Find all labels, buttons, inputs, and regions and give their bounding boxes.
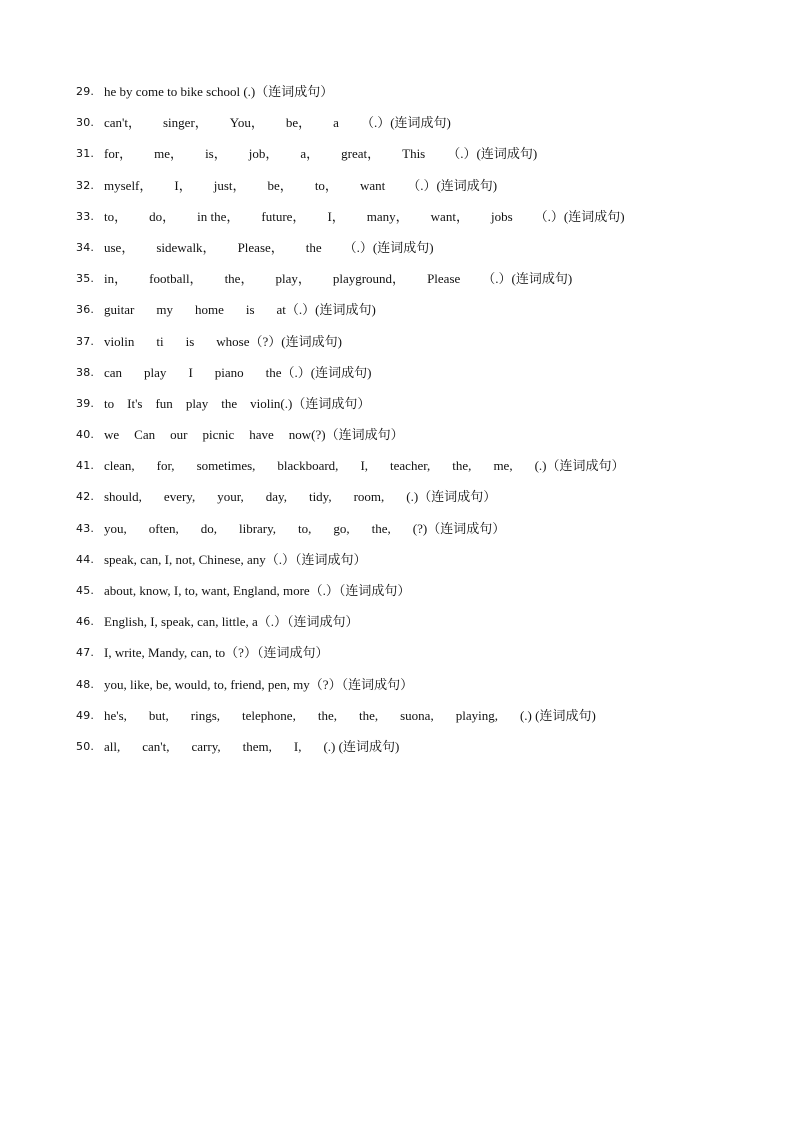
word-token: whose（?）(连词成句) bbox=[216, 333, 342, 349]
word-token: the（.）(连词成句) bbox=[265, 364, 372, 380]
word-token: for, bbox=[156, 458, 175, 474]
word-token: I bbox=[188, 364, 193, 380]
word-token: our bbox=[170, 427, 188, 443]
scrambled-words bbox=[104, 456, 625, 476]
word-token: now(?)（连词成句） bbox=[288, 427, 404, 443]
word-token: job， bbox=[248, 146, 279, 162]
word-token: It's bbox=[127, 395, 143, 411]
word-token: for， bbox=[104, 146, 133, 162]
word-token: speak, can, I, not, Chinese, any（.）（连词成句） bbox=[104, 551, 367, 567]
word-token: (.)（连词成句） bbox=[406, 489, 497, 505]
word-token: the, bbox=[371, 520, 391, 536]
word-token: me, bbox=[493, 458, 513, 474]
word-token: clean, bbox=[104, 458, 135, 474]
word-token: use， bbox=[104, 239, 135, 255]
question-item bbox=[76, 144, 776, 175]
word-token: myself， bbox=[104, 177, 153, 193]
question-item bbox=[76, 176, 776, 207]
question-number: 35. bbox=[76, 272, 95, 286]
word-token: every, bbox=[163, 489, 196, 505]
scrambled-words bbox=[104, 643, 328, 663]
word-token: guitar bbox=[104, 302, 135, 318]
word-token: （.）(连词成句) bbox=[534, 208, 625, 224]
question-item bbox=[76, 487, 776, 518]
question-number: 49. bbox=[76, 708, 95, 722]
scrambled-words bbox=[104, 706, 596, 726]
word-token: You， bbox=[229, 115, 264, 131]
word-token: is bbox=[245, 302, 255, 318]
question-number: 48. bbox=[76, 677, 95, 691]
word-token: room, bbox=[353, 489, 385, 505]
question-item bbox=[76, 425, 776, 456]
word-token: great， bbox=[341, 146, 381, 162]
question-item bbox=[76, 706, 776, 737]
word-token: to bbox=[104, 395, 115, 411]
word-token: he by come to bike school (.)（连词成句） bbox=[104, 84, 334, 99]
word-token: (?)（连词成句） bbox=[412, 520, 506, 536]
word-token: them, bbox=[242, 738, 272, 754]
word-token: （.）(连词成句) bbox=[343, 239, 434, 255]
question-item bbox=[76, 363, 776, 394]
scrambled-words bbox=[104, 332, 342, 352]
question-item bbox=[76, 113, 776, 144]
question-number: 30. bbox=[76, 116, 95, 130]
word-token: rings, bbox=[190, 707, 221, 723]
word-token: in the， bbox=[197, 208, 240, 224]
word-token: want， bbox=[430, 208, 469, 224]
scrambled-words bbox=[104, 612, 359, 632]
word-token: your, bbox=[217, 489, 244, 505]
scrambled-words bbox=[104, 363, 371, 383]
question-item bbox=[76, 269, 776, 300]
word-token: jobs bbox=[490, 208, 513, 224]
word-token: about, know, I, to, want, England, more（.）（连词成句） bbox=[104, 583, 411, 598]
question-item bbox=[76, 612, 776, 643]
word-token: is， bbox=[205, 146, 227, 162]
word-token: the, bbox=[317, 707, 337, 723]
question-number: 47. bbox=[76, 646, 95, 660]
word-token: he's, bbox=[104, 707, 127, 723]
word-token: Can bbox=[134, 427, 156, 443]
question-item bbox=[76, 332, 776, 363]
word-token: a， bbox=[300, 146, 320, 162]
word-token: home bbox=[194, 302, 224, 318]
scrambled-words bbox=[104, 269, 572, 289]
word-token: I, write, Mandy, can, to（?）（连词成句） bbox=[104, 645, 329, 661]
question-number: 34. bbox=[76, 240, 95, 254]
scrambled-words bbox=[104, 519, 505, 539]
scrambled-words bbox=[104, 550, 366, 570]
question-number: 45. bbox=[76, 584, 95, 597]
word-token: the bbox=[305, 239, 322, 255]
word-token: （.）(连词成句) bbox=[447, 146, 538, 162]
word-token: sidewalk， bbox=[156, 239, 216, 255]
scrambled-words bbox=[104, 176, 497, 196]
scrambled-words bbox=[104, 737, 399, 757]
word-token: singer， bbox=[163, 115, 208, 131]
question-number: 41. bbox=[76, 459, 95, 473]
word-token: my bbox=[156, 302, 173, 318]
word-token: is bbox=[185, 333, 195, 349]
word-token: can't, bbox=[142, 738, 170, 754]
word-token: future， bbox=[261, 208, 306, 224]
word-token: to， bbox=[314, 177, 338, 193]
scrambled-words bbox=[104, 82, 333, 102]
question-number: 37. bbox=[76, 334, 95, 348]
word-token: piano bbox=[214, 364, 244, 380]
question-number: 43. bbox=[76, 521, 95, 535]
word-token: Please bbox=[427, 271, 461, 287]
question-number: 38. bbox=[76, 365, 95, 379]
word-token: (.) (连词成句) bbox=[323, 738, 400, 754]
word-token: be， bbox=[267, 177, 293, 193]
word-token: （.）(连词成句) bbox=[407, 177, 498, 193]
word-token: I， bbox=[174, 177, 192, 193]
word-token: be， bbox=[285, 115, 312, 131]
scrambled-words bbox=[104, 207, 625, 227]
word-token: violin bbox=[104, 333, 135, 349]
word-token: I, bbox=[293, 738, 302, 754]
word-token: you, like, be, would, to, friend, pen, my（?）（连词成句） bbox=[104, 676, 414, 692]
word-token: can't， bbox=[104, 115, 141, 131]
question-number: 44. bbox=[76, 552, 95, 566]
question-item bbox=[76, 581, 776, 612]
scrambled-words bbox=[104, 425, 404, 445]
word-token: (.) (连词成句) bbox=[519, 707, 596, 723]
question-item bbox=[76, 207, 776, 238]
word-token: fun bbox=[155, 395, 173, 411]
word-token: ti bbox=[156, 333, 164, 349]
question-number: 40. bbox=[76, 428, 95, 442]
word-token: do, bbox=[200, 520, 217, 536]
question-item bbox=[76, 300, 776, 331]
question-item bbox=[76, 394, 776, 425]
word-token: tidy, bbox=[308, 489, 332, 505]
word-token: do， bbox=[149, 208, 176, 224]
question-item bbox=[76, 238, 776, 269]
word-token: the bbox=[221, 395, 238, 411]
word-token: the， bbox=[224, 271, 254, 287]
scrambled-words bbox=[104, 394, 370, 414]
question-number: 31. bbox=[76, 147, 95, 161]
question-number: 36. bbox=[76, 303, 95, 317]
scrambled-words bbox=[104, 144, 537, 164]
word-token: should, bbox=[104, 489, 142, 505]
word-token: go, bbox=[333, 520, 350, 536]
word-token: can bbox=[104, 364, 123, 380]
word-token: playing, bbox=[455, 707, 498, 723]
word-token: suona, bbox=[400, 707, 434, 723]
word-token: (.)（连词成句） bbox=[534, 458, 625, 474]
scrambled-words bbox=[104, 300, 376, 320]
question-number: 50. bbox=[76, 739, 95, 753]
word-token: sometimes, bbox=[196, 458, 256, 474]
word-token: picnic bbox=[202, 427, 235, 443]
question-item bbox=[76, 550, 776, 581]
word-token: you, bbox=[104, 520, 127, 536]
word-token: me， bbox=[154, 146, 184, 162]
scrambled-words bbox=[104, 675, 413, 695]
word-token: playground， bbox=[332, 271, 406, 287]
scrambled-words bbox=[104, 487, 496, 507]
word-token: have bbox=[249, 427, 274, 443]
question-number: 33. bbox=[76, 209, 95, 223]
word-token: play bbox=[144, 364, 167, 380]
word-token: telephone, bbox=[242, 707, 296, 723]
word-token: （.）(连词成句) bbox=[360, 115, 451, 131]
question-item bbox=[76, 456, 776, 487]
question-number: 42. bbox=[76, 490, 95, 504]
question-number: 39. bbox=[76, 396, 95, 410]
scrambled-words bbox=[104, 238, 434, 258]
word-token: we bbox=[104, 427, 120, 443]
word-token: at（.）(连词成句) bbox=[276, 302, 376, 318]
word-token: in， bbox=[104, 271, 128, 287]
scrambled-words bbox=[104, 581, 410, 601]
word-token: day, bbox=[265, 489, 287, 505]
word-token: I, bbox=[360, 458, 369, 474]
word-token: library, bbox=[238, 520, 277, 536]
question-item bbox=[76, 737, 776, 768]
word-token: （.）(连词成句) bbox=[482, 271, 573, 287]
word-token: the, bbox=[358, 707, 379, 723]
word-token: play， bbox=[275, 271, 311, 287]
word-token: but, bbox=[148, 707, 169, 723]
word-token: This bbox=[402, 146, 426, 162]
word-token: a bbox=[333, 115, 339, 131]
question-list bbox=[76, 82, 776, 768]
word-token: just， bbox=[213, 177, 246, 193]
word-token: to， bbox=[104, 208, 128, 224]
word-token: many， bbox=[366, 208, 409, 224]
word-token: violin(.)（连词成句） bbox=[250, 395, 371, 411]
word-token: I， bbox=[327, 208, 345, 224]
word-token: often, bbox=[148, 520, 179, 536]
question-number: 29. bbox=[76, 85, 95, 98]
word-token: want bbox=[359, 177, 386, 193]
word-token: football， bbox=[149, 271, 203, 287]
question-item bbox=[76, 82, 776, 113]
word-token: the, bbox=[452, 458, 472, 474]
word-token: blackboard, bbox=[277, 458, 339, 474]
word-token: English, I, speak, can, little, a（.）（连词成句） bbox=[104, 614, 359, 630]
question-item bbox=[76, 675, 776, 706]
word-token: Please， bbox=[237, 239, 284, 255]
question-number: 32. bbox=[76, 178, 95, 192]
question-item bbox=[76, 519, 776, 550]
question-item bbox=[76, 643, 776, 674]
word-token: teacher, bbox=[390, 458, 431, 474]
word-token: play bbox=[185, 395, 209, 411]
question-number: 46. bbox=[76, 615, 95, 629]
scrambled-words bbox=[104, 113, 451, 133]
word-token: carry, bbox=[191, 738, 221, 754]
word-token: to, bbox=[298, 520, 312, 536]
word-token: all, bbox=[104, 738, 121, 754]
